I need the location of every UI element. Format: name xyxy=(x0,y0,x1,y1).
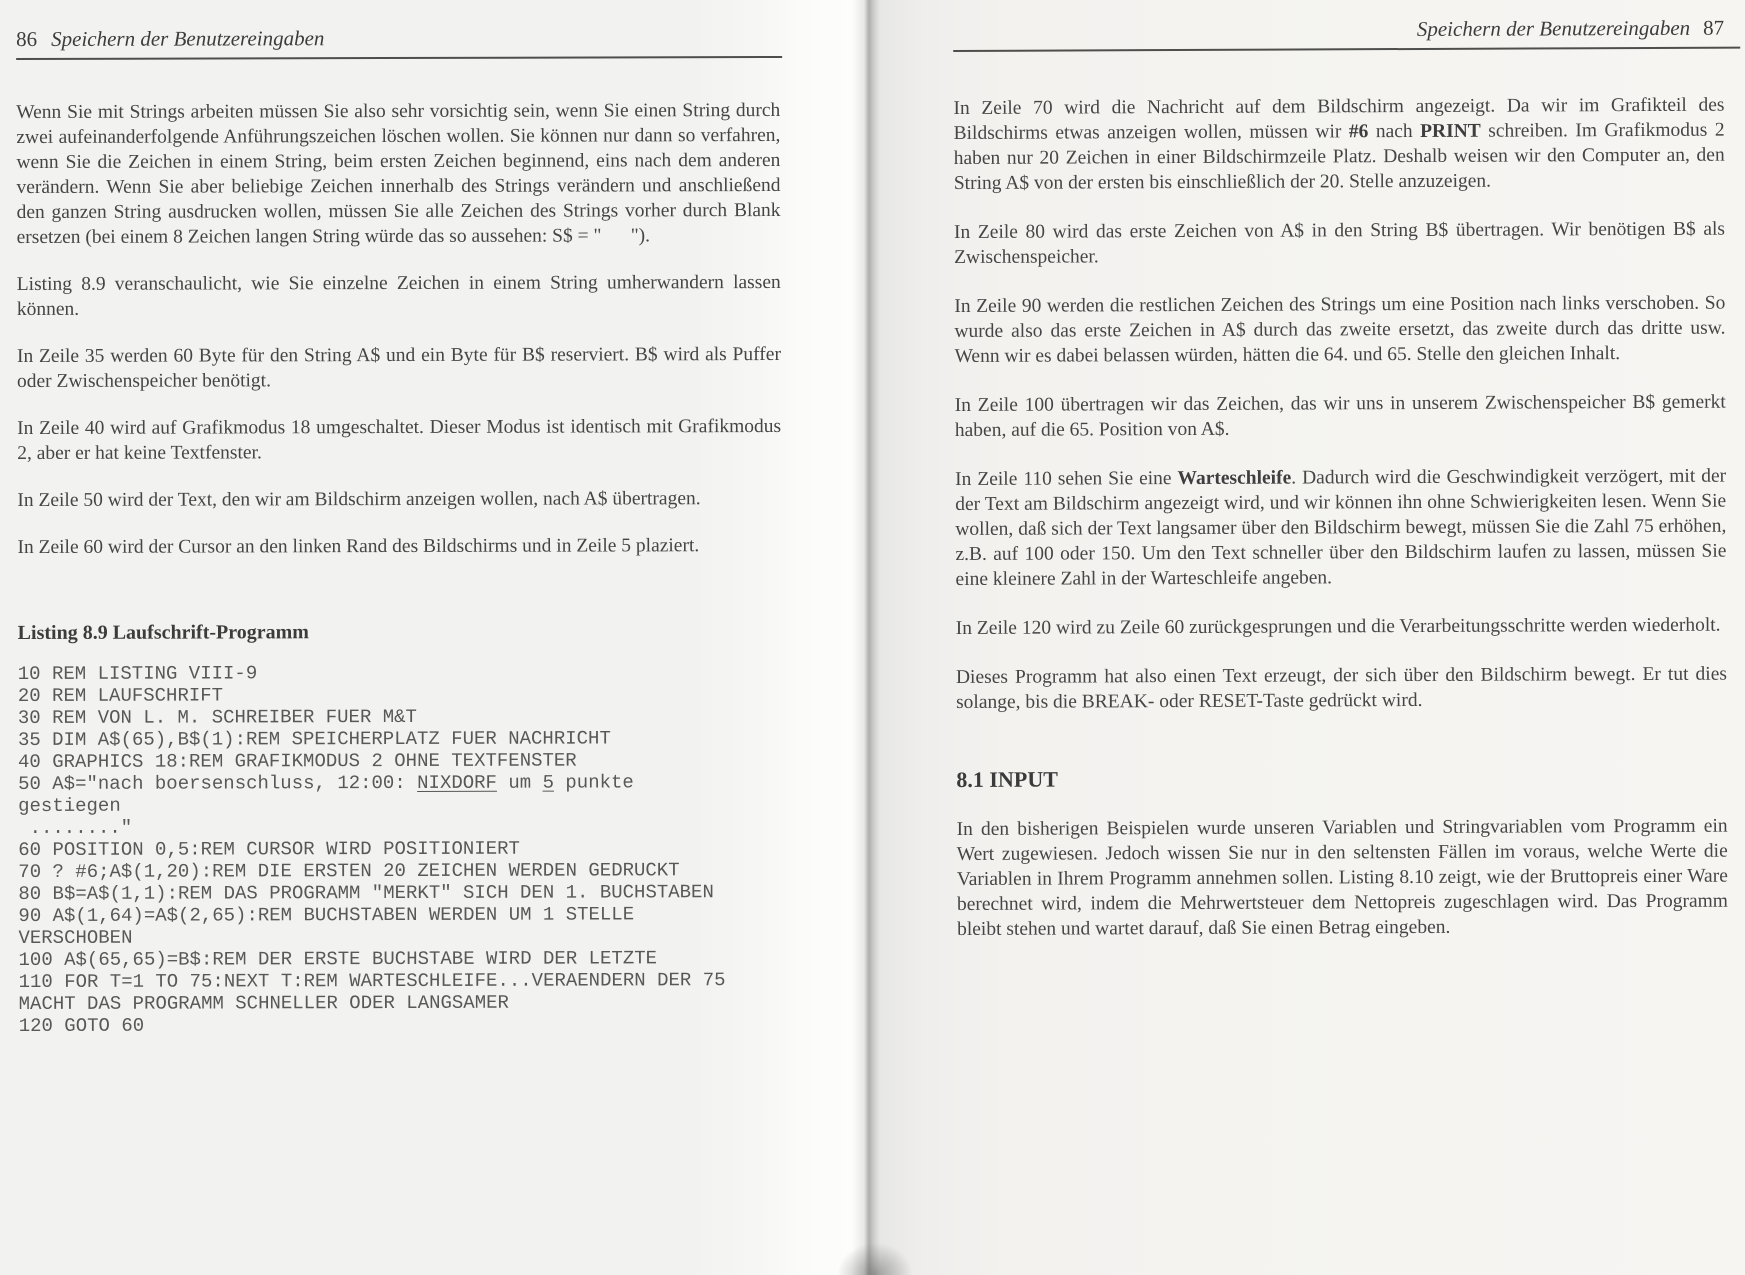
head-rule-right xyxy=(953,47,1740,52)
paragraph-zeile-90: In Zeile 90 werden die restlichen Zeichen des Strings um eine Position nach links verschoben. So wurde also das erste Zeichen in A$ durch das zweite ersetzt, das zweite durch das dritte usw. Wenn wir es dabei belassen würden, hätten die 64. und 65. Stelle den gleichen Inhalt. xyxy=(954,292,1726,367)
paragraph-zeile-35: In Zeile 35 werden 60 Byte für den String A$ und ein Byte für B$ reserviert. B$ wird als Puffer oder Zwischenspeicher benötigt. xyxy=(16,343,781,392)
paragraph-zeile-100: In Zeile 100 übertragen wir das Zeichen, das wir uns in unserem Zwischenspeicher B$ gemerkt haben, auf die 65. Position von A$. xyxy=(954,391,1726,441)
code-line-30: 30 REM VON L. M. SCHREIBER FUER M&T xyxy=(17,705,417,729)
code-line-110-wrap: MACHT DAS PROGRAMM SCHNELLER ODER LANGSAMER xyxy=(18,991,509,1015)
paragraph-zeile-80: In Zeile 80 wird das erste Zeichen von A$ in den String B$ übertragen. Wir benötigen B$ als Zwischenspeicher. xyxy=(953,218,1726,268)
paragraph-zeile-60: In Zeile 60 wird der Cursor an den linken Rand des Bildschirms und in Zeile 5 plaziert. xyxy=(17,535,700,558)
code-line-50-wrap-1: gestiegen xyxy=(18,794,121,817)
running-head-left xyxy=(16,25,780,52)
underlined-nixdorf: NIXDORF xyxy=(417,771,497,794)
paragraph-zeile-70 xyxy=(953,93,1724,196)
channel-6-keyword: #6 xyxy=(1348,121,1369,143)
section-heading-8-1-input: 8.1 INPUT xyxy=(956,766,1058,792)
print-keyword: PRINT xyxy=(1420,120,1481,142)
code-line-70: 70 ? #6;A$(1,20):REM DIE ERSTEN 20 ZEICHEN WERDEN GEDRUCKT xyxy=(18,859,680,883)
code-line-90-wrap: VERSCHOBEN xyxy=(18,926,133,949)
code-line-50-wrap-2: ........" xyxy=(18,816,133,839)
code-line-120: 120 GOTO 60 xyxy=(18,1014,145,1037)
code-line-80: 80 B$=A$(1,1):REM DAS PROGRAMM "MERKT" SICH DEN 1. BUCHSTABEN xyxy=(18,881,714,905)
zeile-70-text: In Zeile 70 wird die Nachricht auf dem Bildschirm angezeigt. Da wir im Grafikteil des Bildschirms etwas anzeigen wollen, müssen wir xyxy=(953,94,1725,144)
code-line-40: 40 GRAPHICS 18:REM GRAFIKMODUS 2 OHNE TEXTFENSTER xyxy=(17,749,577,773)
code-line-50-mid: um xyxy=(496,771,543,794)
code-line-35: 35 DIM A$(65),B$(1):REM SPEICHERPLATZ FUER NACHRICHT xyxy=(17,727,611,751)
code-line-50-post: punkte xyxy=(553,771,634,794)
page-86 xyxy=(0,0,783,1275)
code-line-110: 110 FOR T=1 TO 75:NEXT T:REM WARTESCHLEIFE...VERAENDERN DER 75 xyxy=(18,969,726,993)
code-line-20: 20 REM LAUFSCHRIFT xyxy=(17,684,224,707)
paragraph-listing-8-9-intro: Listing 8.9 veranschaulicht, wie Sie einzelne Zeichen in einem String umherwandern lassen können. xyxy=(16,271,781,320)
paragraph-zeile-40: In Zeile 40 wird auf Grafikmodus 18 umgeschaltet. Dieser Modus ist identisch mit Grafikmodus 2, aber er hat keine Textfenster. xyxy=(17,415,782,464)
zeile-110-text: In Zeile 110 sehen Sie eine xyxy=(955,468,1178,490)
page-86-content xyxy=(16,0,783,1037)
page-number-left: 86 xyxy=(16,26,38,51)
running-head-right xyxy=(953,16,1724,44)
basic-code-listing xyxy=(18,661,783,1037)
zeile-70-text-mid: nach xyxy=(1368,120,1421,143)
code-line-60: 60 POSITION 0,5:REM CURSOR WIRD POSITIONIERT xyxy=(18,837,520,861)
code-line-100: 100 A$(65,65)=B$:REM DER ERSTE BUCHSTABE WIRD DER LETZTE xyxy=(18,947,658,971)
running-title-left: Speichern der Benutzereingaben xyxy=(51,26,325,51)
paragraph-program-summary: Dieses Programm hat also einen Text erzeugt, der sich über den Bildschirm bewegt. Er tut dies solange, bis die BREAK- oder RESET-Taste gedrückt wird. xyxy=(955,663,1727,713)
head-rule-left xyxy=(16,56,782,60)
running-title-right: Speichern der Benutzereingaben xyxy=(1416,15,1691,41)
paragraph-input-intro: In den bisherigen Beispielen wurde unseren Variablen und Stringvariablen vom Programm ein Wert zugewiesen. Jedoch wissen Sie nur in den seltensten Fällen im voraus, welche Werte die Variablen in Ihrem Programm annehmen sollen. Listing 8.10 zeigt, wie der Bruttopreis einer Ware berechnet wird, indem die Mehrwertsteuer dem Nettopreis zugeschlagen wird. Das Programm bleibt stehen und wartet darauf, daß Sie einen Betrag eingeben. xyxy=(956,815,1728,940)
gutter-shadow xyxy=(838,1243,912,1275)
page-87-content xyxy=(953,0,1728,942)
page-number-right: 87 xyxy=(1703,15,1725,40)
zeile-70-text-post: schreiben. Im Grafikmodus 2 haben nur 20 Zeichen in einer Bildschirmzeile Platz. Deshalb weisen wir den Computer an, den String A$ von der ersten bis einschließlich der 20. Stelle anzuzeigen. xyxy=(953,119,1725,194)
warteschleife-term: Warteschleife xyxy=(1177,467,1292,490)
zeile-110-text-post: . Dadurch wird die Geschwindigkeit verzögert, mit der der Text am Bildschirm angezeigt wird, und wir können ihn ohne Schwierigkeiten lesen. Wenn Sie wollen, daß sich der Text langsamer über den Bildschirm bewegt, müssen Sie die Zahl 75 erhöhen, z.B. auf 100 oder 150. Um den Text schneller über den Bildschirm laufen zu lassen, müssen Sie eine kleinere Zahl in der Warteschleife angeben. xyxy=(955,465,1727,590)
code-line-90: 90 A$(1,64)=A$(2,65):REM BUCHSTABEN WERDEN UM 1 STELLE xyxy=(18,903,635,927)
paragraph-zeile-50: In Zeile 50 wird der Text, den wir am Bildschirm anzeigen wollen, nach A$ übertragen. xyxy=(17,488,701,511)
code-line-50-pre: 50 A$="nach boersenschluss, 12:00: xyxy=(18,771,418,795)
page-87 xyxy=(783,0,1745,1275)
listing-8-9-title: Listing 8.9 Laufschrift-Programm xyxy=(17,621,309,644)
underlined-5: 5 xyxy=(542,771,555,794)
code-line-50 xyxy=(18,771,782,795)
paragraph-zeile-110 xyxy=(955,464,1727,592)
code-line-10: 10 REM LISTING VIII-9 xyxy=(17,662,258,685)
paragraph-strings-warning: Wenn Sie mit Strings arbeiten müssen Sie also sehr vorsichtig sein, wenn Sie einen String durch zwei aufeinanderfolgende Anführungszeichen löschen wollen. Sie können nur dann so verfahren, wenn Sie die Zeichen in einem String, beim ersten Zeichen beginnend, eins nach dem anderen verändern. Wenn Sie aber beliebige Zeichen innerhalb des Strings verändern und anschließend den ganzen String ausdrucken wollen, müssen Sie alle Zeichen des Strings vorher durch Blank ersetzen (bei einem 8 Zeichen langen String würde das so aussehen: S$ = " "). xyxy=(16,99,781,248)
paragraph-zeile-120: In Zeile 120 wird zu Zeile 60 zurückgesprungen und die Verarbeitungsschritte werden wiederholt. xyxy=(955,614,1721,639)
